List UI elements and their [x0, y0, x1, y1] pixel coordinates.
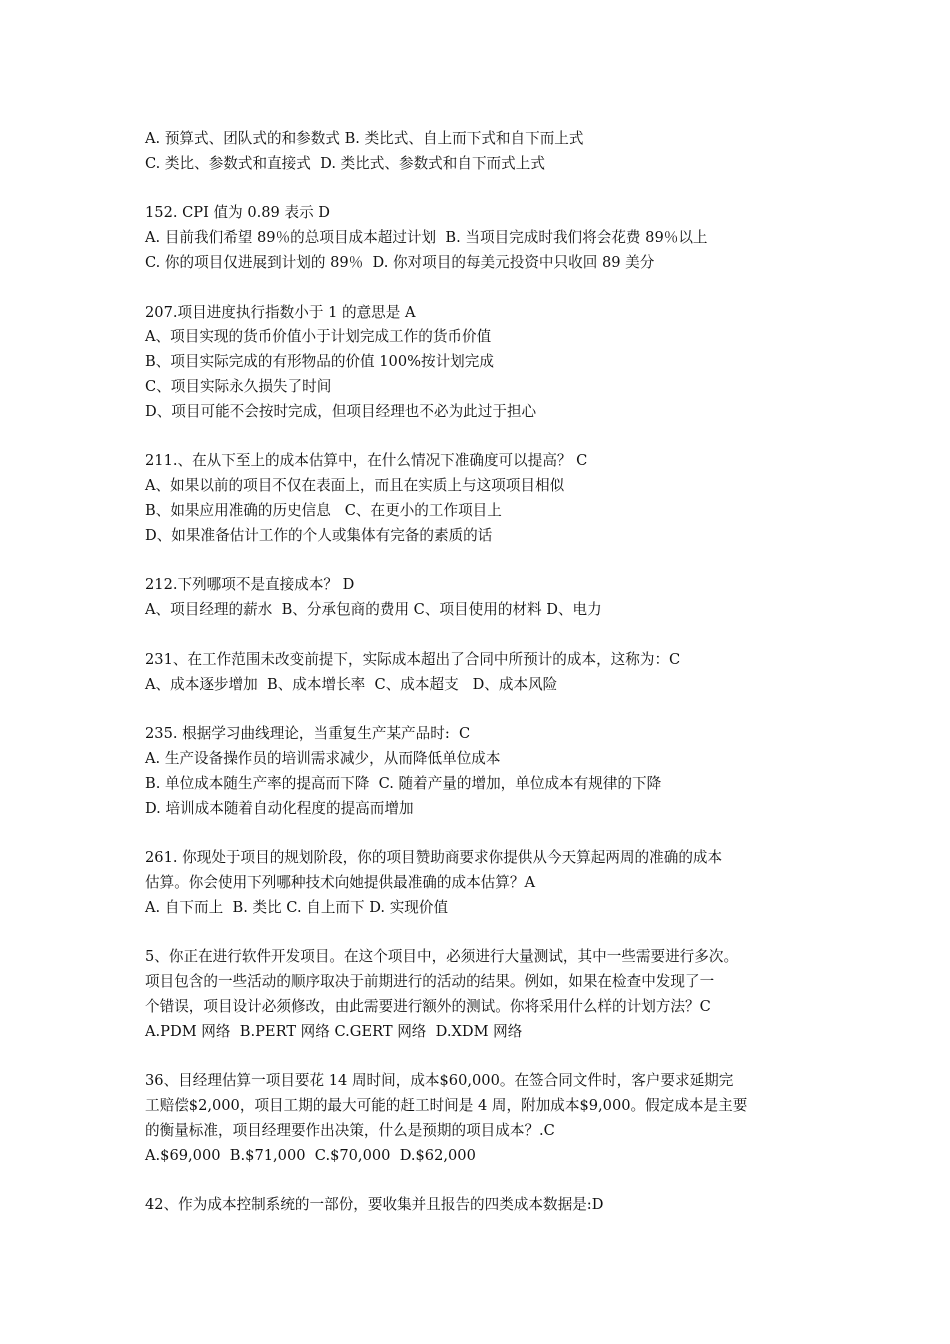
- question-block: [145, 945, 825, 1044]
- text-line: 工赔偿$2,000，项目工期的最大可能的赶工时间是 4 周，附加成本$9,000。假定成本是主要: [145, 1097, 748, 1115]
- document-body: [145, 127, 825, 1243]
- question-title: 5、你正在进行软件开发项目。在这个项目中，必须进行大量测试，其中一些需要进行多次。: [145, 948, 739, 966]
- text-line: D、项目可能不会按时完成，但项目经理也不必为此过于担心: [145, 402, 537, 420]
- question-title: 261. 你现处于项目的规划阶段，你的项目赞助商要求你提供从今天算起两周的准确的成本: [145, 849, 723, 867]
- text-line: 个错误，项目设计必须修改，由此需要进行额外的测试。你将采用什么样的计划方法？C: [145, 997, 711, 1015]
- text-line: A. 目前我们希望 89％的总项目成本超过计划 B. 当项目完成时我们将会花费 89％以上: [145, 229, 708, 247]
- text-line: A.$69,000 B.$71,000 C.$70,000 D.$62,000: [145, 1146, 476, 1164]
- text-line: A、成本逐步增加 B、成本增长率 C、成本超支 D、成本风险: [145, 675, 558, 693]
- text-line: B、项目实际完成的有形物品的价值 100%按计划完成: [145, 353, 494, 371]
- text-line: A、项目实现的货币价值小于计划完成工作的货币价值: [145, 328, 492, 346]
- text-line: A.PDM 网络 B.PERT 网络 C.GERT 网络 D.XDM 网络: [145, 1022, 523, 1040]
- question-title: 211.、在从下至上的成本估算中，在什么情况下准确度可以提高？ C: [145, 452, 588, 470]
- text-line: 估算。你会使用下列哪种技术向她提供最准确的成本估算？A: [145, 873, 535, 891]
- question-block: [145, 722, 825, 821]
- text-line: 项目包含的一些活动的顺序取决于前期进行的活动的结果。例如，如果在检查中发现了一: [145, 973, 715, 991]
- question-title: 36、目经理估算一项目要花 14 周时间，成本$60,000。在签合同文件时，客户要求延期完: [145, 1072, 734, 1090]
- text-line: A、如果以前的项目不仅在表面上，而且在实质上与这项项目相似: [145, 477, 565, 495]
- question-block: [145, 127, 825, 177]
- text-line: A. 生产设备操作员的培训需求减少，从而降低单位成本: [145, 749, 501, 767]
- text-line: C. 类比、参数式和直接式 D. 类比式、参数式和自下而式上式: [145, 154, 545, 172]
- text-line: C. 你的项目仅进展到计划的 89％ D. 你对项目的每美元投资中只收回 89 美分: [145, 253, 655, 271]
- question-block: [145, 201, 825, 275]
- text-line: D. 培训成本随着自动化程度的提高而增加: [145, 799, 414, 817]
- text-line: B. 单位成本随生产率的提高而下降 C. 随着产量的增加，单位成本有规律的下降: [145, 774, 662, 792]
- text-line: D、如果准备估计工作的个人或集体有完备的素质的话: [145, 526, 493, 544]
- question-title: 207.项目进度执行指数小于 1 的意思是 A: [145, 303, 416, 321]
- text-line: A、项目经理的薪水 B、分承包商的费用 C、项目使用的材料 D、电力: [145, 601, 602, 619]
- question-title: 42、作为成本控制系统的一部份，要收集并且报告的四类成本数据是:D: [145, 1196, 604, 1214]
- question-block: [145, 573, 825, 623]
- question-title: 152. CPI 值为 0.89 表示 D: [145, 204, 331, 222]
- text-line: C、项目实际永久损失了时间: [145, 377, 332, 395]
- text-line: A. 自下而上 B. 类比 C. 自上而下 D. 实现价值: [145, 898, 449, 916]
- question-block: [145, 449, 825, 548]
- text-line: 的衡量标准，项目经理要作出决策，什么是预期的项目成本？.C: [145, 1121, 555, 1139]
- question-block: [145, 1193, 825, 1218]
- question-block: [145, 648, 825, 698]
- text-line: A. 预算式、团队式的和参数式 B. 类比式、自上而下式和自下而上式: [145, 130, 584, 147]
- question-block: [145, 301, 825, 425]
- question-block: [145, 846, 825, 920]
- text-line: B、如果应用准确的历史信息 C、在更小的工作项目上: [145, 501, 502, 519]
- question-block: [145, 1069, 825, 1168]
- question-title: 231、在工作范围未改变前提下，实际成本超出了合同中所预计的成本，这称为：C: [145, 650, 681, 668]
- question-title: 212.下列哪项不是直接成本？ D: [145, 576, 355, 594]
- question-title: 235. 根据学习曲线理论，当重复生产某产品时: C: [145, 725, 471, 743]
